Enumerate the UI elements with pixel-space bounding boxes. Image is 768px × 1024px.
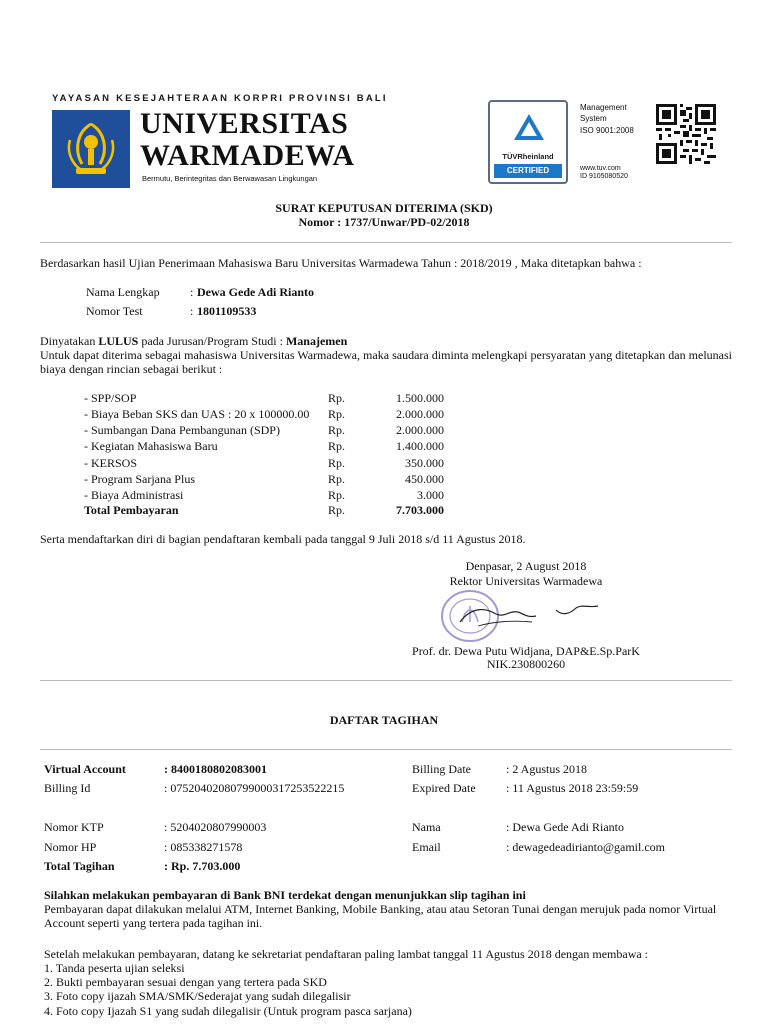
fee-label: - Biaya Beban SKS dan UAS : 20 x 100000.00 <box>84 407 310 421</box>
fee-total-row <box>84 502 444 518</box>
fee-currency: Rp. <box>328 391 346 405</box>
test-number-colon: : <box>190 304 194 318</box>
virtual-account-value: : 8400180802083001 <box>164 762 267 776</box>
fee-row <box>84 471 444 487</box>
university-tagline: Bermutu, Berintegritas dan Berwawasan Lingkungan <box>142 174 318 183</box>
tuv-triangle-icon <box>512 112 546 142</box>
fee-row <box>84 487 444 503</box>
fee-label: - Kegiatan Mahasiswa Baru <box>84 439 218 453</box>
fee-row <box>84 390 444 406</box>
document-title: SURAT KEPUTUSAN DITERIMA (SKD) <box>275 201 493 215</box>
tuv-certification-badge <box>488 100 568 184</box>
fee-label: - Biaya Administrasi <box>84 488 184 502</box>
billing-id-label: Billing Id <box>44 781 91 795</box>
tuv-brand: TÜVRheinland <box>502 152 554 161</box>
fee-row <box>84 455 444 471</box>
fee-currency: Rp. <box>328 423 346 437</box>
fee-amount: 350.000 <box>405 456 444 470</box>
fee-total-label: Total Pembayaran <box>84 503 179 517</box>
fee-currency: Rp. <box>328 488 346 502</box>
intro-text: Berdasarkan hasil Ujian Penerimaan Mahasiswa Baru Universitas Warmadewa Tahun : 2018/2019 , Maka ditetapkan bahwa : <box>40 256 642 270</box>
declaration-mid: pada Jurusan/Program Studi : <box>138 334 286 348</box>
fee-amount: 450.000 <box>405 472 444 486</box>
fee-currency: Rp. <box>328 439 346 453</box>
fee-total-amount: 7.703.000 <box>396 503 444 517</box>
nama-value: : Dewa Gede Adi Rianto <box>506 820 624 834</box>
ktp-value: : 5204020807990003 <box>164 820 267 834</box>
fee-row <box>84 422 444 438</box>
requirements-paragraph: Untuk dapat diterima sebagai mahasiswa Universitas Warmadewa, maka saudara diminta melengkapi persyaratan yang ditetapkan dan melunasi biaya dengan rincian sebagai berikut : <box>40 348 732 376</box>
requirement-item: 1. Tanda peserta ujian seleksi <box>44 961 185 975</box>
fee-label: - Sumbangan Dana Pembangunan (SDP) <box>84 423 280 437</box>
total-bill-label: Total Tagihan <box>44 859 115 873</box>
name-colon: : <box>190 285 194 299</box>
fee-currency: Rp. <box>328 407 346 421</box>
post-payment-text: Setelah melakukan pembayaran, datang ke sekretariat pendaftaran paling lambat tanggal 11 Agustus 2018 dengan membawa : <box>44 947 649 961</box>
expired-date-value: : 11 Agustus 2018 23:59:59 <box>506 781 639 795</box>
ktp-label: Nomor KTP <box>44 820 104 834</box>
total-bill-value: : Rp. 7.703.000 <box>164 859 241 873</box>
declaration-pre: Dinyatakan <box>40 334 99 348</box>
expired-date-label: Expired Date <box>412 781 476 795</box>
fee-currency: Rp. <box>328 456 346 470</box>
payment-instruction-heading: Silahkan melakukan pembayaran di Bank BNI terdekat dengan menunjukkan slip tagihan ini <box>44 888 526 902</box>
document-number: Nomor : 1737/Unwar/PD-02/2018 <box>298 215 470 229</box>
student-name: Dewa Gede Adi Rianto <box>197 285 314 299</box>
rector-name: Prof. dr. Dewa Putu Widjana, DAP&E.Sp.ParK <box>412 644 640 658</box>
fee-amount: 2.000.000 <box>396 407 444 421</box>
fee-label: - KERSOS <box>84 456 138 470</box>
billing-title: DAFTAR TAGIHAN <box>329 713 439 727</box>
certified-label: CERTIFIED <box>494 164 562 178</box>
email-value: : dewagedeadirianto@gamil.com <box>506 840 665 854</box>
cert-url: www.tuv.com <box>580 165 621 172</box>
lulus-status: LULUS <box>98 334 139 348</box>
divider <box>40 242 732 243</box>
billing-date-label: Billing Date <box>412 762 471 776</box>
test-number: 1801109533 <box>197 304 257 318</box>
signature-role: Rektor Universitas Warmadewa <box>449 574 603 588</box>
test-number-label: Nomor Test <box>86 304 143 318</box>
mgmt-system-line2: System <box>580 114 607 123</box>
fee-label: - SPP/SOP <box>84 391 137 405</box>
qr-code-icon <box>656 103 716 165</box>
requirement-item: 4. Foto copy Ijazah S1 yang sudah dilegalisir (Untuk program pasca sarjana) <box>44 1004 412 1018</box>
divider <box>40 749 732 750</box>
signature-place-date: Denpasar, 2 August 2018 <box>465 559 587 573</box>
mgmt-system-line3: ISO 9001:2008 <box>580 126 634 135</box>
fee-amount: 3.000 <box>417 488 444 502</box>
divider <box>40 680 732 681</box>
registration-note: Serta mendaftarkan diri di bagian pendaftaran kembali pada tanggal 9 Juli 2018 s/d 11 Agustus 2018. <box>40 532 526 546</box>
billing-id-value: : 07520402080799000317253522215 <box>164 781 345 795</box>
nama-label: Nama <box>412 820 441 834</box>
payment-instruction-text: Pembayaran dapat dilakukan melalui ATM, Internet Banking, Mobile Banking, atau atau Setoran Tunai dengan merujuk pada nomor Virtual Account seperti yang tertera pada tagihan ini. <box>44 902 717 930</box>
name-label: Nama Lengkap <box>86 285 160 299</box>
mgmt-system-line1: Management <box>580 103 627 112</box>
declaration-line <box>40 334 347 349</box>
phone-label: Nomor HP <box>44 840 97 854</box>
rector-nik: NIK.230800260 <box>486 657 566 671</box>
virtual-account-label: Virtual Account <box>44 762 126 776</box>
fee-row <box>84 406 444 422</box>
requirement-item: 3. Foto copy ijazah SMA/SMK/Sederajat yang sudah dilegalisir <box>44 989 351 1003</box>
fee-label: - Program Sarjana Plus <box>84 472 195 486</box>
rector-signature <box>452 596 602 636</box>
phone-value: : 085338271578 <box>164 840 243 854</box>
fee-amount: 1.500.000 <box>396 391 444 405</box>
university-name-line2: WARMADEWA <box>140 139 355 172</box>
foundation-name: YAYASAN KESEJAHTERAAN KORPRI PROVINSI BALI <box>52 93 388 104</box>
fee-amount: 1.400.000 <box>396 439 444 453</box>
email-label: Email <box>412 840 441 854</box>
fee-currency: Rp. <box>328 472 346 486</box>
fee-total-currency: Rp. <box>328 503 346 517</box>
fee-amount: 2.000.000 <box>396 423 444 437</box>
billing-date-value: : 2 Agustus 2018 <box>506 762 588 776</box>
study-program: Manajemen <box>285 334 348 348</box>
requirement-item: 2. Bukti pembayaran sesuai dengan yang tertera pada SKD <box>44 975 327 989</box>
university-logo <box>52 110 130 188</box>
fee-row <box>84 438 444 454</box>
cert-id: ID 9105080520 <box>580 173 628 180</box>
university-name-line1: UNIVERSITAS <box>140 107 349 140</box>
